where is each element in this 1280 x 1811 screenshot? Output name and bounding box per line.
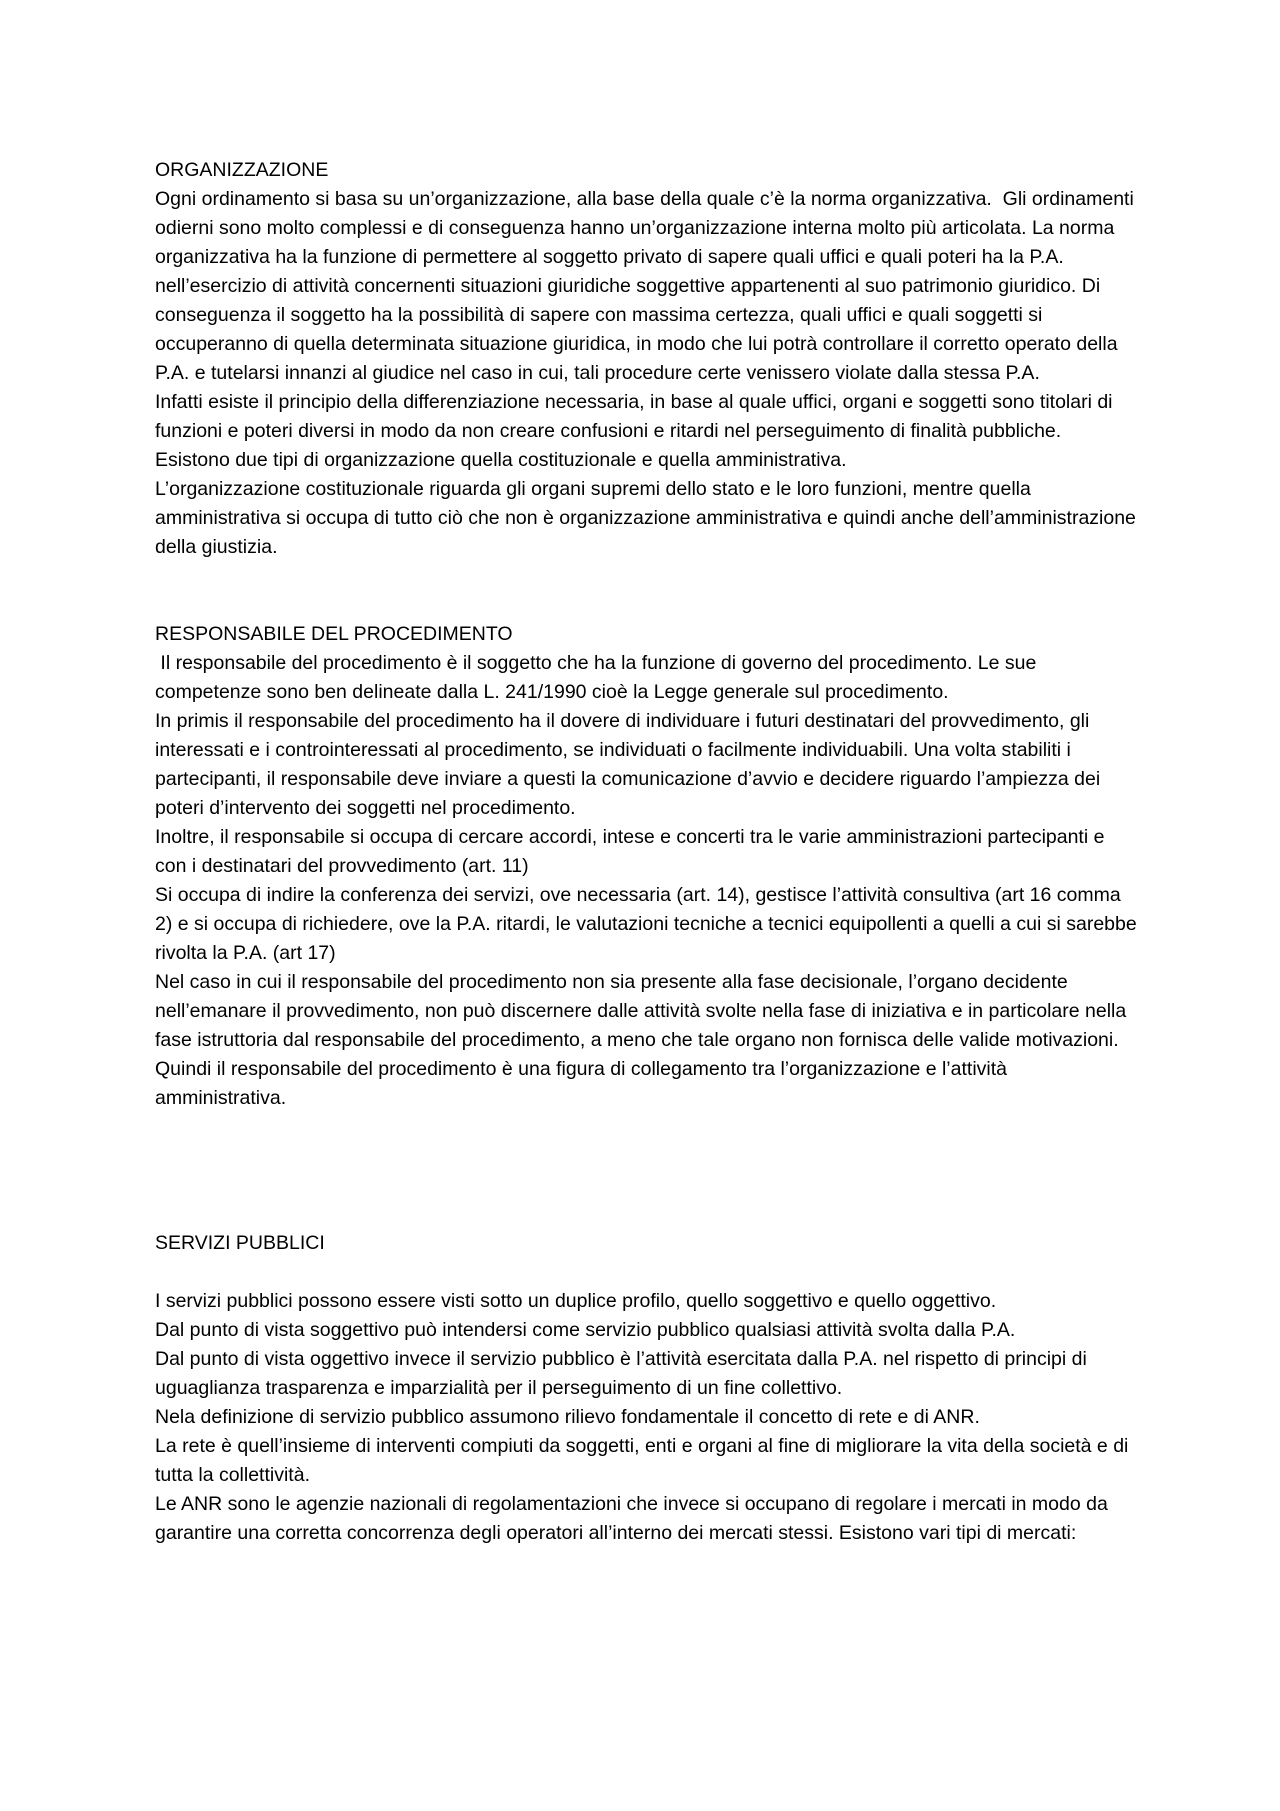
section-organizzazione [155,156,1140,562]
document-page [155,156,1143,1548]
spacer [155,1113,1140,1229]
paragraph: Dal punto di vista soggettivo può intendersi come servizio pubblico qualsiasi attività svolta dalla P.A. [155,1319,1016,1341]
paragraph: Le ANR sono le agenzie nazionali di regolamentazioni che invece si occupano di regolare i mercati in modo da garantire una corretta concorrenza degli operatori all’interno dei mercati stessi. Esistono vari tipi di mercati: [155,1493,1114,1544]
paragraph: Nel caso in cui il responsabile del procedimento non sia presente alla fase decisionale, l’organo decidente nell’emanare il provvedimento, non può discernere dalle attività svolte nella fase di iniziativa e in particolare nella fase istruttoria dal responsabile del procedimento, a meno che tale organo non fornisca delle valide motivazioni. [155,971,1132,1051]
spacer [155,1258,1140,1287]
paragraph: Il responsabile del procedimento è il soggetto che ha la funzione di governo del procedimento. Le sue competenze sono ben delineate dalla L. 241/1990 cioè la Legge generale sul procedimento. [155,652,1042,703]
paragraph: Esistono due tipi di organizzazione quella costituzionale e quella amministrativa. [155,449,847,471]
paragraph: Quindi il responsabile del procedimento è una figura di collegamento tra l’organizzazione e l’attività amministrativa. [155,1058,1013,1109]
paragraph: I servizi pubblici possono essere visti sotto un duplice profilo, quello soggettivo e quello oggettivo. [155,1290,997,1312]
spacer [155,562,1140,620]
paragraph: Ogni ordinamento si basa su un’organizzazione, alla base della quale c’è la norma organizzativa. Gli ordinamenti odierni sono molto complessi e di conseguenza hanno un’organizzazione interna molto più articolata. La norma organizzativa ha la funzione di permettere al soggetto privato di sapere quali uffici e quali poteri ha la P.A. nell’esercizio di attività concernenti situazioni giuridiche soggettive appartenenti al suo patrimonio giuridico. Di conseguenza il soggetto ha la possibilità di sapere con massima certezza, quali uffici e quali soggetti si occuperanno di quella determinata situazione giuridica, in modo che lui potrà controllare il corretto operato della P.A. e tutelarsi innanzi al giudice nel caso in cui, tali procedure certe venissero violate dalla stessa P.A. [155,188,1140,384]
section-servizi-pubblici [155,1229,1140,1548]
paragraph: Nela definizione di servizio pubblico assumono rilievo fondamentale il concetto di rete e di ANR. [155,1406,980,1428]
section-heading: SERVIZI PUBBLICI [155,1232,325,1254]
paragraph: In primis il responsabile del procedimento ha il dovere di individuare i futuri destinatari del provvedimento, gli interessati e i controinteressati al procedimento, se individuati o facilmente individuabili. Una volta stabiliti i partecipanti, il responsabile deve inviare a questi la comunicazione d’avvio e decidere riguardo l’ampiezza dei poteri d’intervento dei soggetti nel procedimento. [155,710,1106,819]
paragraph: L’organizzazione costituzionale riguarda gli organi supremi dello stato e le loro funzioni, mentre quella amministrativa si occupa di tutto ciò che non è organizzazione amministrativa e quindi anche dell’amministrazione della giustizia. [155,478,1142,558]
paragraph: Dal punto di vista oggettivo invece il servizio pubblico è l’attività esercitata dalla P.A. nel rispetto di principi di uguaglianza trasparenza e imparzialità per il perseguimento di un fine collettivo. [155,1348,1093,1399]
paragraph: Infatti esiste il principio della differenziazione necessaria, in base al quale uffici, organi e soggetti sono titolari di funzioni e poteri diversi in modo da non creare confusioni e ritardi nel perseguimento di finalità pubbliche. [155,391,1118,442]
section-heading: RESPONSABILE DEL PROCEDIMENTO [155,623,513,645]
section-heading: ORGANIZZAZIONE [155,159,329,181]
section-responsabile-del-procedimento [155,620,1143,1113]
paragraph: Si occupa di indire la conferenza dei servizi, ove necessaria (art. 14), gestisce l’attività consultiva (art 16 comma 2) e si occupa di richiedere, ove la P.A. ritardi, le valutazioni tecniche a tecnici equipollenti a quelli a cui si sarebbe rivolta la P.A. (art 17) [155,884,1143,964]
paragraph: La rete è quell’insieme di interventi compiuti da soggetti, enti e organi al fine di migliorare la vita della società e di tutta la collettività. [155,1435,1134,1486]
paragraph: Inoltre, il responsabile si occupa di cercare accordi, intese e concerti tra le varie amministrazioni partecipanti e con i destinatari del provvedimento (art. 11) [155,826,1110,877]
